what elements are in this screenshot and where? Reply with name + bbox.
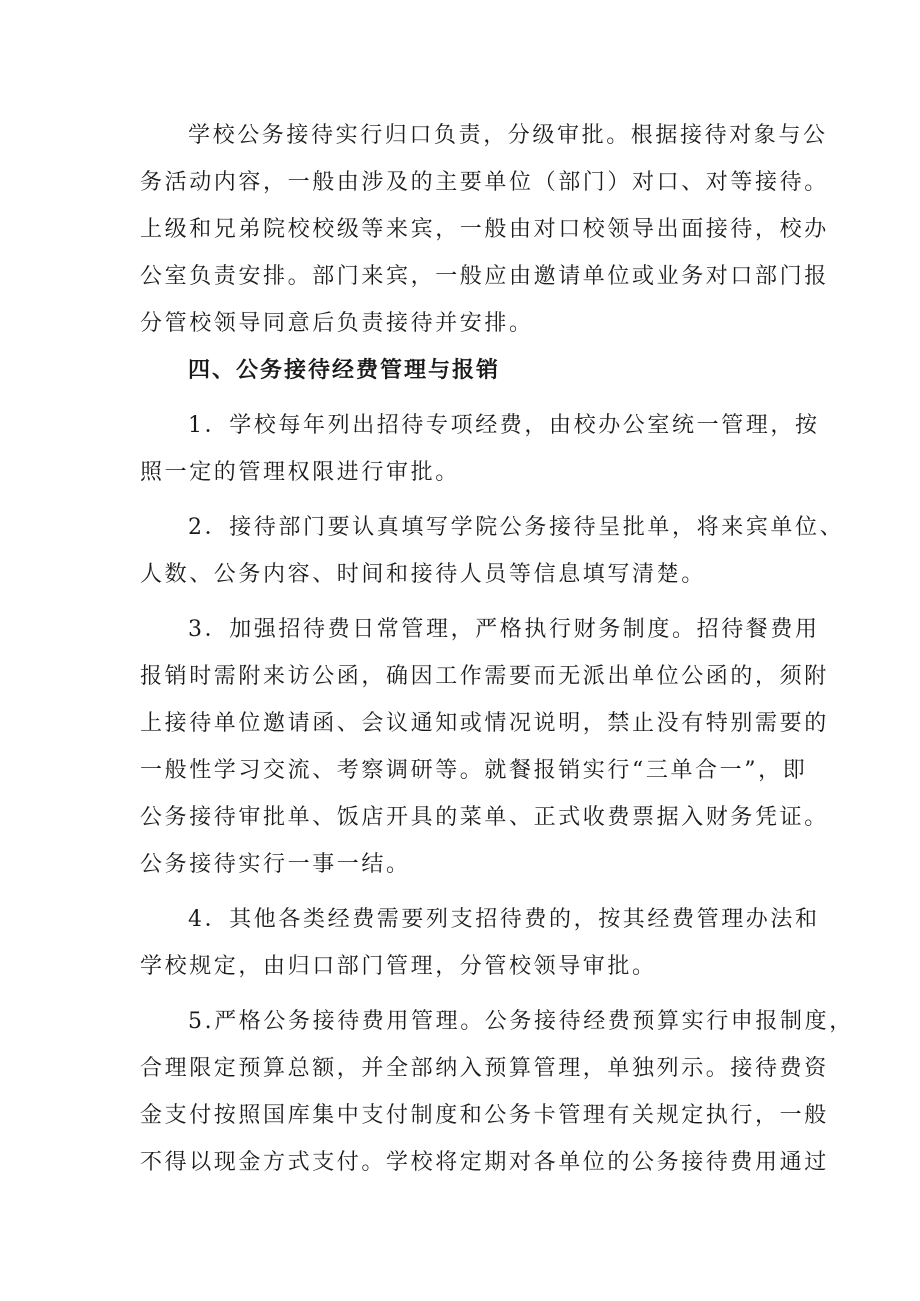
text-line: 2．接待部门要认真填写学院公务接待呈批单，将来宾单位、 [188, 515, 845, 540]
text-line: 3．加强招待费日常管理，严格执行财务制度。招待餐费用 [188, 617, 820, 642]
text-line: 公务接待实行一事一结。 [140, 852, 411, 877]
text-line: 务活动内容，一般由涉及的主要单位（部门）对口、对等接待。 [140, 170, 829, 195]
text-line: 1．学校每年列出招待专项经费，由校办公室统一管理，按 [188, 413, 820, 438]
text-line: 4．其他各类经费需要列支招待费的，按其经费管理办法和 [188, 907, 820, 932]
section-heading: 四、公务接待经费管理与报销 [188, 358, 501, 383]
paragraph-item-5 [140, 998, 854, 1186]
text-line: 上接待单位邀请函、会议通知或情况说明，禁止没有特别需要的 [140, 711, 829, 736]
paragraph-item-2 [140, 504, 845, 598]
text-line: 公务接待审批单、饭店开具的菜单、正式收费票据入财务凭证。 [140, 805, 829, 830]
text-line: 5.严格公务接待费用管理。公务接待经费预算实行申报制度， [188, 1009, 854, 1034]
text-line: 分管校领导同意后负责接待并安排。 [140, 311, 534, 336]
document-page [140, 112, 854, 1186]
text-line: 学校公务接待实行归口负责，分级审批。根据接待对象与公 [188, 123, 828, 148]
text-line: 学校规定，由归口部门管理，分管校领导审批。 [140, 954, 657, 979]
paragraph-item-1 [140, 402, 820, 496]
text-line: 不得以现金方式支付。学校将定期对各单位的公务接待费用通过 [140, 1150, 829, 1175]
text-line: 上级和兄弟院校校级等来宾，一般由对口校领导出面接待，校办 [140, 217, 829, 242]
text-line: 照一定的管理权限进行审批。 [140, 460, 460, 485]
paragraph-item-4 [140, 896, 820, 990]
text-line: 合理限定预算总额，并全部纳入预算管理，单独列示。接待费资 [140, 1056, 829, 1081]
text-line: 一般性学习交流、考察调研等。就餐报销实行“三单合一”，即 [140, 758, 808, 783]
text-line: 金支付按照国库集中支付制度和公务卡管理有关规定执行，一般 [140, 1103, 829, 1128]
text-line: 报销时需附来访公函，确因工作需要而无派出单位公函的，须附 [140, 664, 829, 689]
paragraph-reception-responsibility [140, 112, 829, 347]
text-line: 人数、公务内容、时间和接待人员等信息填写清楚。 [140, 562, 706, 587]
text-line: 公室负责安排。部门来宾，一般应由邀请单位或业务对口部门报 [140, 264, 829, 289]
paragraph-item-3 [140, 606, 829, 888]
